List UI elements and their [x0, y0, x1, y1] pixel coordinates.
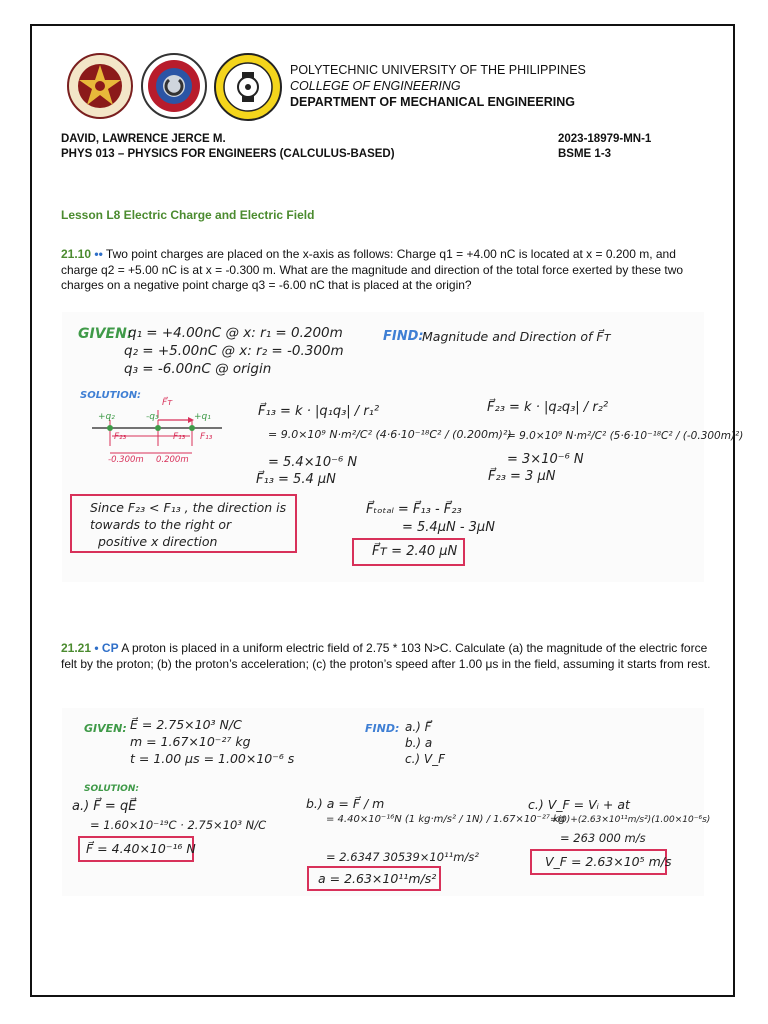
department-name: DEPARTMENT OF MECHANICAL ENGINEERING [290, 95, 575, 109]
section: BSME 1-3 [558, 148, 612, 160]
part-c-substitution: =(0)+(2.63×10¹¹m/s²)(1.00×10⁻⁶s) [550, 815, 711, 825]
lesson-title: Lesson L8 Electric Charge and Electric Field [61, 208, 315, 222]
pup-seal-icon [66, 52, 134, 120]
direction-line-3: positive x direction [98, 534, 218, 549]
given-line-3: q₃ = -6.00nC @ origin [124, 361, 272, 377]
part-a-substitution: = 1.60×10⁻¹⁹C · 2.75×10³ N/C [90, 818, 267, 832]
answer-b: a = 2.63×10¹¹m/s² [318, 871, 437, 886]
f13-value: F⃗₁₃ = 5.4 μN [256, 472, 336, 487]
direction-line-2: towards to the right or [90, 517, 232, 532]
diagram-label-q1: +q₁ [194, 412, 211, 422]
find-text: Magnitude and Direction of F⃗ᴛ [422, 329, 611, 344]
diagram-label-f13-right: F₁₃ [200, 432, 213, 442]
given-line-1: q₁ = +4.00nC @ x: r₁ = 0.200m [128, 325, 343, 341]
diagram-distance-left: -0.300m [108, 455, 144, 465]
university-name: POLYTECHNIC UNIVERSITY OF THE PHILIPPINES [290, 63, 586, 77]
f23-value: F⃗₂₃ = 3 μN [488, 469, 556, 484]
part-b-formula: b.) a = F⃗ / m [306, 796, 385, 811]
given-mass: m = 1.67×10⁻²⁷ kg [130, 734, 251, 749]
find-c: c.) V_F [405, 752, 446, 766]
part-b-result: = 2.6347 30539×10¹¹m/s² [326, 850, 479, 864]
total-force-formula: F⃗ₜₒₜₐₗ = F⃗₁₃ - F⃗₂₃ [366, 502, 462, 517]
find-label: FIND: [365, 722, 400, 735]
find-a: a.) F⃗ [405, 720, 432, 734]
given-line-2: q₂ = +5.00nC @ x: r₂ = -0.300m [124, 343, 344, 359]
problem-21-10 [61, 247, 711, 294]
diagram-label-f13: F₁₃ [173, 432, 186, 442]
part-b-substitution: = 4.40×10⁻¹⁶N (1 kg·m/s² / 1N) / 1.67×10⁻²⁷ kg [326, 814, 566, 825]
f23-result: = 3×10⁻⁶ N [507, 452, 584, 467]
part-a-formula: a.) F⃗ = qE⃗ [72, 799, 137, 814]
problem-number: 21.21 [61, 641, 92, 655]
find-b: b.) a [405, 736, 433, 750]
problem-21-21 [61, 641, 711, 672]
college-name: COLLEGE OF ENGINEERING [290, 79, 461, 93]
find-label: FIND: [383, 329, 424, 344]
part-c-formula: c.) V_F = Vᵢ + at [528, 797, 630, 812]
total-force-subtraction: = 5.4μN - 3μN [402, 520, 495, 535]
given-label: GIVEN: [78, 326, 133, 342]
f23-formula: F⃗₂₃ = k · |q₂q₃| / r₂² [487, 400, 609, 415]
answer-total-force: F⃗ᴛ = 2.40 μN [372, 544, 458, 559]
given-field: E⃗ = 2.75×10³ N/C [130, 717, 242, 732]
part-c-result: = 263 000 m/s [560, 831, 646, 845]
difficulty-marker: • CP [94, 641, 119, 655]
solution-label: SOLUTION: [80, 390, 142, 401]
problem-text: A proton is placed in a uniform electric field of 2.75 * 103 N>C. Calculate (a) the magnitude of the electric force felt by the proton; (b) the proton’s acceleration; (c) the proton’s speed after 1.00 μs in the field, assuming it starts from rest. [61, 641, 711, 671]
diagram-label-q3: -q₃ [146, 412, 159, 422]
direction-line-1: Since F₂₃ < F₁₃ , the direction is [90, 500, 287, 515]
answer-a: F⃗ = 4.40×10⁻¹⁶ N [86, 841, 196, 856]
student-id: 2023-18979-MN-1 [558, 133, 652, 145]
diagram-label-f23: F₂₃ [114, 432, 127, 442]
answer-c: V_F = 2.63×10⁵ m/s [545, 854, 672, 869]
diagram-label-q2: +q₂ [98, 412, 115, 422]
f23-substitution: = 9.0×10⁹ N·m²/C² (5·6·10⁻¹⁸C² / (-0.300m)²) [507, 430, 744, 442]
problem-number: 21.10 [61, 247, 92, 261]
f13-formula: F⃗₁₃ = k · |q₁q₃| / r₁² [258, 404, 380, 419]
solution-label: SOLUTION: [84, 784, 139, 794]
diagram-label-ft: F⃗ᴛ [162, 398, 173, 408]
f13-substitution: = 9.0×10⁹ N·m²/C² (4·6·10⁻¹⁸C² / (0.200m)²) [268, 428, 512, 441]
difficulty-marker: •• [94, 247, 103, 261]
diagram-distance-right: 0.200m [156, 455, 189, 465]
course-title: PHYS 013 – PHYSICS FOR ENGINEERS (CALCULUS-BASED) [61, 148, 395, 160]
f13-result: = 5.4×10⁻⁶ N [268, 455, 358, 470]
given-label: GIVEN: [84, 722, 127, 735]
mechanical-engineering-seal-icon [212, 52, 284, 122]
given-time: t = 1.00 μs = 1.00×10⁻⁶ s [130, 751, 295, 766]
college-of-engineering-seal-icon [139, 52, 209, 120]
student-name: DAVID, LAWRENCE JERCE M. [61, 133, 226, 145]
problem-text: Two point charges are placed on the x-axis as follows: Charge q1 = +4.00 nC is located at x = 0.200 m, and charge q2 = +5.00 nC is at x = -0.300 m. What are the magnitude and direction of the total force exerted by these two charges on a negative point charge q3 = -6.00 nC that is placed at the origin? [61, 247, 684, 292]
